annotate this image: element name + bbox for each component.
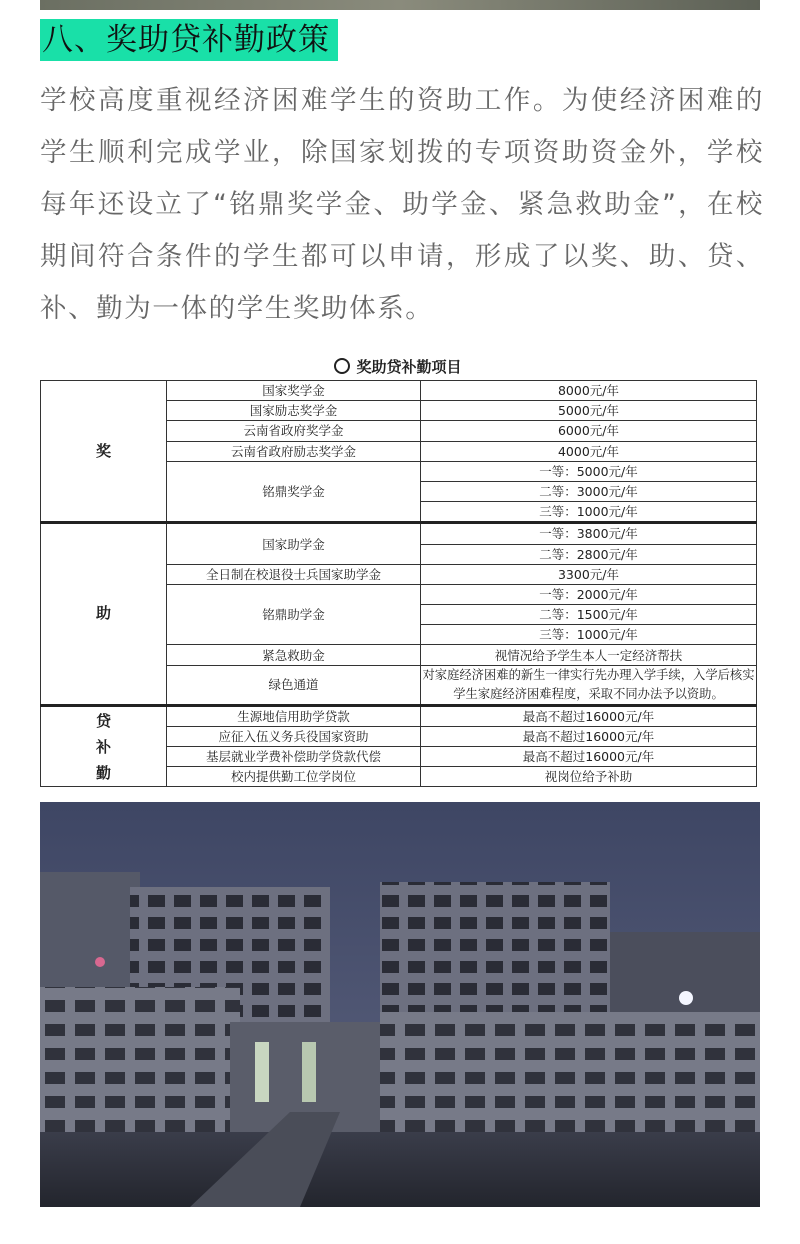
item-cell: 应征入伍义务兵役国家资助 (167, 726, 421, 746)
aid-table-figure (40, 352, 756, 787)
category-cell: 助 (41, 523, 167, 705)
table-row (41, 705, 757, 726)
amount-cell: 二等：3000元/年 (421, 481, 757, 501)
amount-cell: 最高不超过16000元/年 (421, 726, 757, 746)
amount-cell: 3300元/年 (421, 564, 757, 584)
table-row (41, 381, 757, 401)
amount-cell: 视岗位给予补助 (421, 767, 757, 787)
aid-table (40, 380, 757, 787)
amount-cell: 4000元/年 (421, 441, 757, 461)
category-cell (41, 705, 167, 787)
item-cell: 生源地信用助学贷款 (167, 705, 421, 726)
intro-paragraph: 学校高度重视经济困难学生的资助工作。为使经济困难的学生顺利完成学业，除国家划拨的专项资助资金外，学校每年还设立了“铭鼎奖学金、助学金、紧急救助金”，在校期间符合条件的学生都可以申请，形成了以奖、助、贷、补、勤为一体的学生奖助体系。 (40, 85, 764, 324)
item-cell: 云南省政府奖学金 (167, 421, 421, 441)
item-cell: 铭鼎助学金 (167, 584, 421, 645)
amount-cell: 一等：5000元/年 (421, 461, 757, 481)
table-title-text: 奖助贷补勤项目 (356, 357, 462, 376)
amount-cell: 一等：2000元/年 (421, 584, 757, 604)
item-cell: 绿色通道 (167, 665, 421, 705)
table-title (40, 352, 756, 380)
amount-cell: 对家庭经济困难的新生一律实行先办理入学手续，入学后核实学生家庭经济困难程度，采取不同办法予以资助。 (421, 665, 757, 705)
table-row (41, 523, 757, 544)
campus-buildings-illustration (40, 802, 760, 1207)
amount-cell: 5000元/年 (421, 401, 757, 421)
amount-cell: 6000元/年 (421, 421, 757, 441)
amount-cell: 二等：2800元/年 (421, 544, 757, 564)
amount-cell: 8000元/年 (421, 381, 757, 401)
item-cell: 铭鼎奖学金 (167, 461, 421, 523)
item-cell: 全日制在校退役士兵国家助学金 (167, 564, 421, 584)
item-cell: 国家助学金 (167, 523, 421, 564)
amount-cell: 一等：3800元/年 (421, 523, 757, 544)
category-bu: 补 (95, 737, 111, 756)
amount-cell: 最高不超过16000元/年 (421, 705, 757, 726)
item-cell: 紧急救助金 (167, 645, 421, 665)
top-photo-strip (40, 0, 760, 10)
amount-cell: 三等：1000元/年 (421, 625, 757, 645)
category-cell: 奖 (41, 381, 167, 523)
category-qin: 勤 (95, 763, 111, 782)
section-heading: 八、奖助贷补勤政策 (40, 19, 338, 61)
amount-cell: 最高不超过16000元/年 (421, 747, 757, 767)
campus-night-photo (40, 802, 760, 1207)
category-dai: 贷 (95, 711, 111, 730)
amount-cell: 三等：1000元/年 (421, 502, 757, 523)
item-cell: 基层就业学费补偿助学贷款代偿 (167, 747, 421, 767)
item-cell: 国家奖学金 (167, 381, 421, 401)
item-cell: 国家励志奖学金 (167, 401, 421, 421)
circle-icon (334, 358, 350, 374)
amount-cell: 二等：1500元/年 (421, 605, 757, 625)
item-cell: 校内提供勤工位学岗位 (167, 767, 421, 787)
item-cell: 云南省政府励志奖学金 (167, 441, 421, 461)
amount-cell: 视情况给予学生本人一定经济帮扶 (421, 645, 757, 665)
